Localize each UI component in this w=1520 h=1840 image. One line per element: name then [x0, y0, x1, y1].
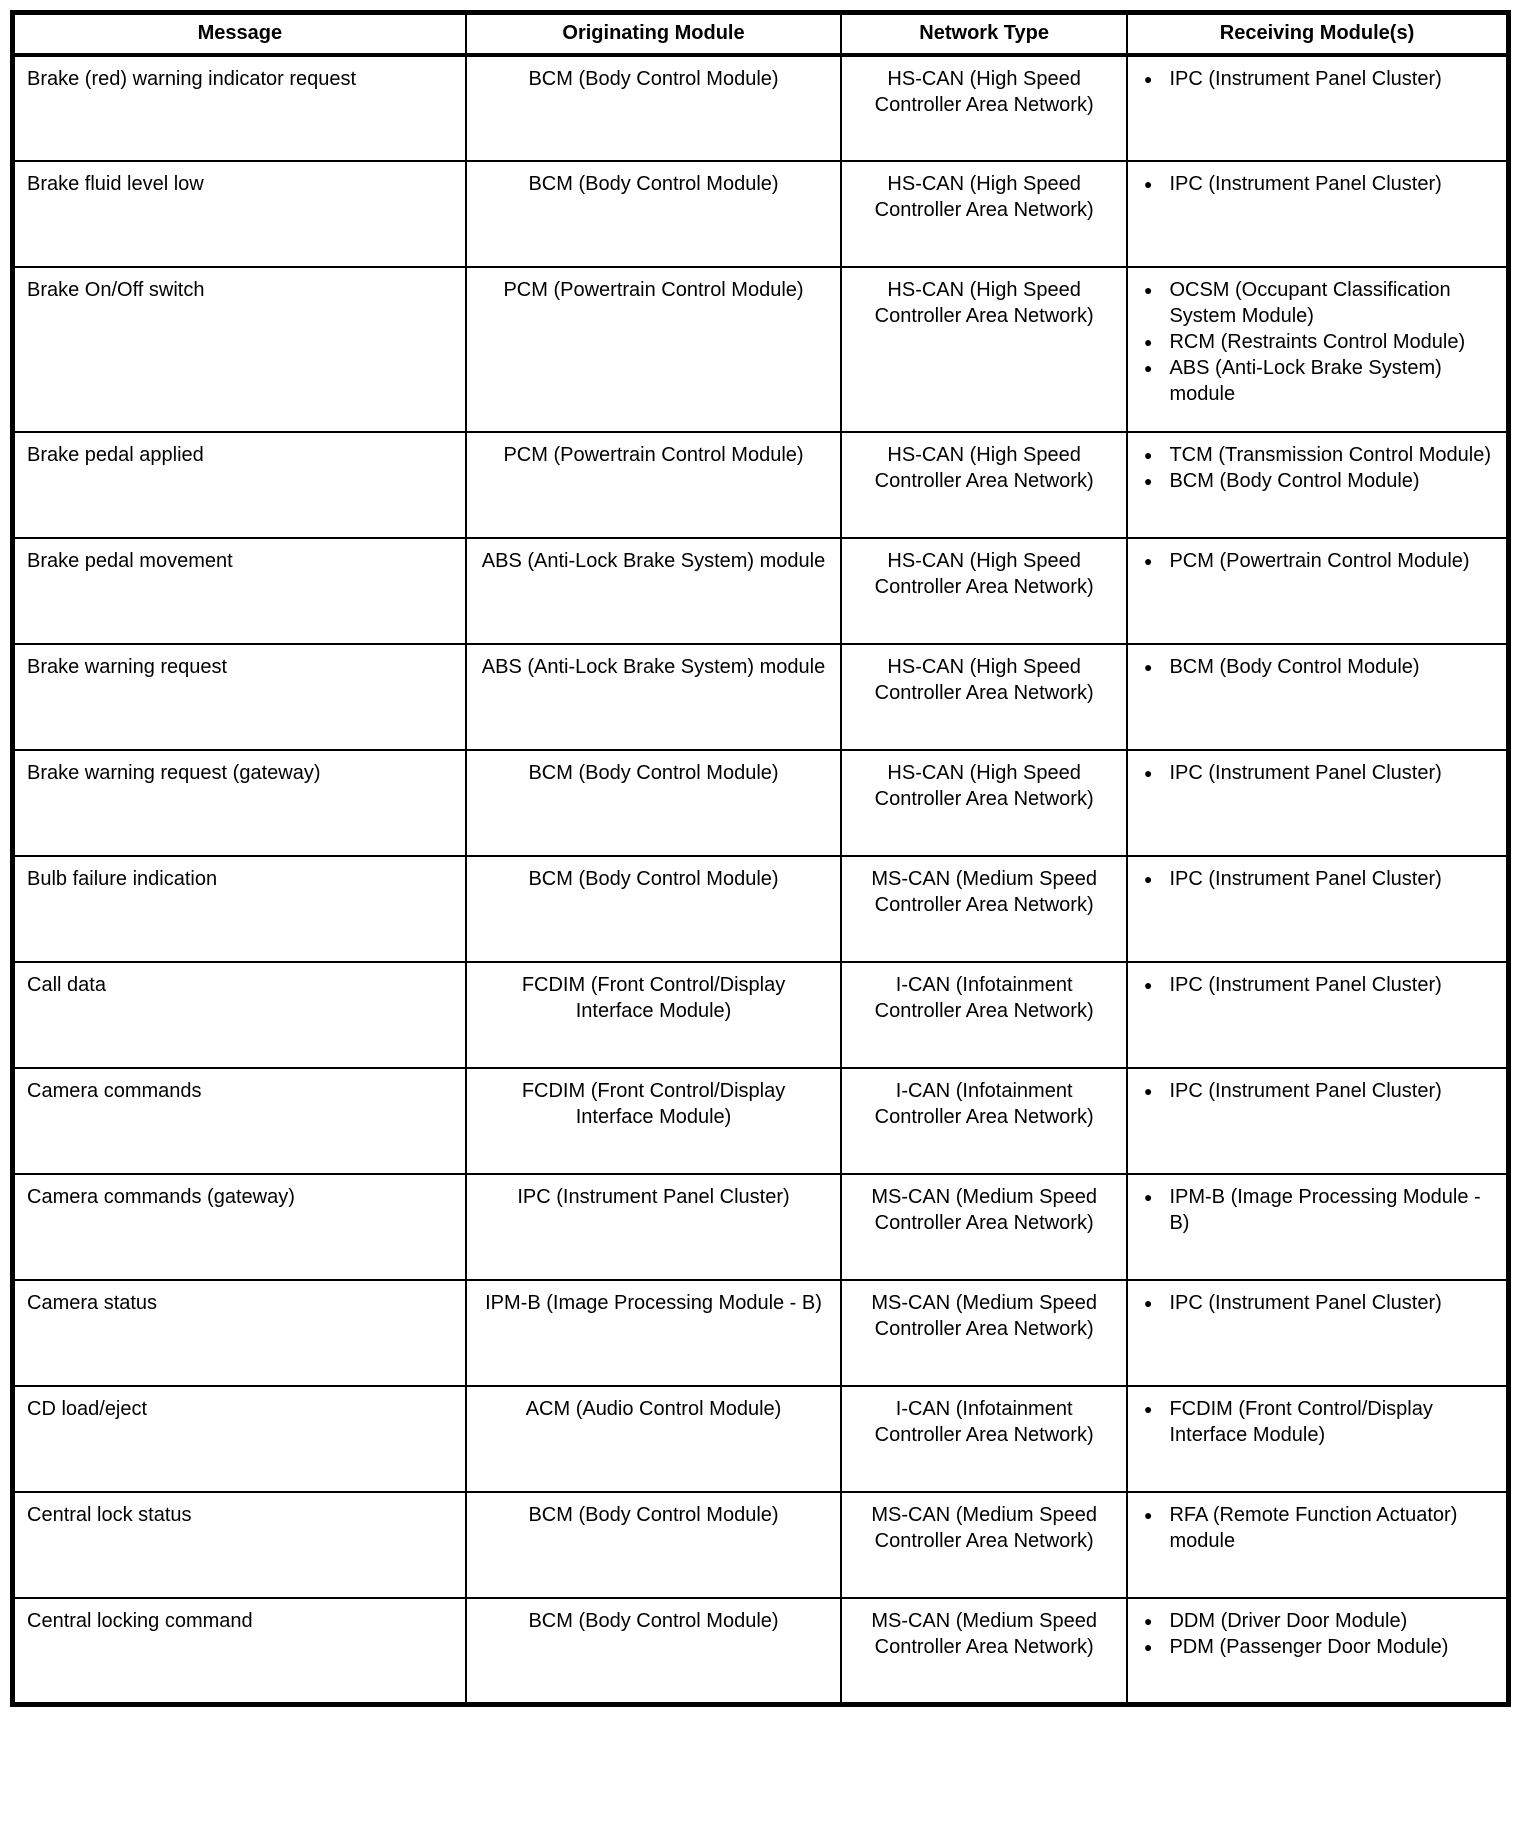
network-type-cell: HS-CAN (High Speed Controller Area Network) [841, 55, 1127, 161]
receiving-modules-cell [1127, 1492, 1509, 1598]
receiving-module-item [1128, 442, 1500, 468]
originating-module-cell: BCM (Body Control Module) [466, 856, 841, 962]
receiving-modules-list [1128, 760, 1500, 786]
receiving-modules-cell [1127, 962, 1509, 1068]
originating-module-cell: FCDIM (Front Control/Display Interface Module) [466, 962, 841, 1068]
receiving-module-label: DDM (Driver Door Module) [1169, 1610, 1408, 1632]
receiving-module-label: IPC (Instrument Panel Cluster) [1169, 173, 1442, 195]
network-type-cell: MS-CAN (Medium Speed Controller Area Network) [841, 1598, 1127, 1704]
bullet-icon: ● [1144, 1639, 1153, 1655]
message-cell: Brake pedal movement [13, 538, 466, 644]
network-type-cell: MS-CAN (Medium Speed Controller Area Network) [841, 1280, 1127, 1386]
message-cell: Bulb failure indication [13, 856, 466, 962]
receiving-module-label: IPM-B (Image Processing Module - B) [1169, 1186, 1481, 1234]
receiving-module-item [1128, 171, 1500, 197]
bullet-icon: ● [1144, 1507, 1153, 1523]
network-type-cell: HS-CAN (High Speed Controller Area Network) [841, 267, 1127, 432]
originating-module-cell: IPC (Instrument Panel Cluster) [466, 1174, 841, 1280]
table-row [13, 750, 1509, 856]
bullet-icon: ● [1144, 282, 1153, 298]
receiving-modules-list [1128, 1290, 1500, 1316]
header-row [13, 13, 1509, 56]
receiving-module-item [1128, 1290, 1500, 1316]
network-type-cell: HS-CAN (High Speed Controller Area Network) [841, 538, 1127, 644]
table-header [13, 13, 1509, 56]
receiving-module-item [1128, 355, 1500, 407]
table-row [13, 161, 1509, 267]
receiving-modules-cell [1127, 750, 1509, 856]
receiving-modules-cell [1127, 1280, 1509, 1386]
receiving-modules-cell [1127, 1174, 1509, 1280]
receiving-modules-list [1128, 171, 1500, 197]
originating-module-cell: IPM-B (Image Processing Module - B) [466, 1280, 841, 1386]
network-type-cell: MS-CAN (Medium Speed Controller Area Network) [841, 1174, 1127, 1280]
receiving-module-label: BCM (Body Control Module) [1169, 470, 1420, 492]
bullet-icon: ● [1144, 1613, 1153, 1629]
message-cell: Call data [13, 962, 466, 1068]
bullet-icon: ● [1144, 553, 1153, 569]
network-type-cell: I-CAN (Infotainment Controller Area Network) [841, 1386, 1127, 1492]
table-row [13, 856, 1509, 962]
receiving-module-label: RFA (Remote Function Actuator) module [1169, 1504, 1458, 1552]
originating-module-cell: ABS (Anti-Lock Brake System) module [466, 644, 841, 750]
originating-module-cell: BCM (Body Control Module) [466, 1492, 841, 1598]
receiving-modules-cell [1127, 856, 1509, 962]
bullet-icon: ● [1144, 765, 1153, 781]
header-network-type: Network Type [841, 13, 1127, 56]
table-row [13, 267, 1509, 432]
network-type-cell: MS-CAN (Medium Speed Controller Area Network) [841, 1492, 1127, 1598]
receiving-modules-list [1128, 442, 1500, 494]
originating-module-cell: BCM (Body Control Module) [466, 55, 841, 161]
table-row [13, 1492, 1509, 1598]
receiving-modules-cell [1127, 267, 1509, 432]
bullet-icon: ● [1144, 871, 1153, 887]
receiving-modules-list [1128, 1608, 1500, 1660]
network-type-cell: I-CAN (Infotainment Controller Area Network) [841, 1068, 1127, 1174]
header-receiving-modules: Receiving Module(s) [1127, 13, 1509, 56]
receiving-modules-cell [1127, 1068, 1509, 1174]
receiving-modules-list [1128, 1184, 1500, 1236]
originating-module-cell: BCM (Body Control Module) [466, 1598, 841, 1704]
bullet-icon: ● [1144, 71, 1153, 87]
receiving-module-item [1128, 468, 1500, 494]
receiving-module-label: IPC (Instrument Panel Cluster) [1169, 868, 1442, 890]
bullet-icon: ● [1144, 447, 1153, 463]
receiving-module-label: ABS (Anti-Lock Brake System) module [1169, 357, 1442, 405]
table-row [13, 962, 1509, 1068]
table-row [13, 1174, 1509, 1280]
bullet-icon: ● [1144, 473, 1153, 489]
table-row [13, 538, 1509, 644]
message-cell: Brake warning request (gateway) [13, 750, 466, 856]
receiving-module-label: FCDIM (Front Control/Display Interface Module) [1169, 1398, 1433, 1446]
message-cell: CD load/eject [13, 1386, 466, 1492]
receiving-module-item [1128, 972, 1500, 998]
message-cell: Camera status [13, 1280, 466, 1386]
receiving-modules-list [1128, 1396, 1500, 1448]
network-type-cell: HS-CAN (High Speed Controller Area Network) [841, 432, 1127, 538]
receiving-module-item [1128, 1634, 1500, 1660]
bullet-icon: ● [1144, 977, 1153, 993]
receiving-module-label: RCM (Restraints Control Module) [1169, 331, 1466, 353]
header-message: Message [13, 13, 466, 56]
originating-module-cell: PCM (Powertrain Control Module) [466, 432, 841, 538]
receiving-module-item [1128, 1184, 1500, 1236]
bullet-icon: ● [1144, 1189, 1153, 1205]
table-row [13, 55, 1509, 161]
network-type-cell: HS-CAN (High Speed Controller Area Network) [841, 161, 1127, 267]
receiving-modules-cell [1127, 432, 1509, 538]
message-cell: Central lock status [13, 1492, 466, 1598]
message-cell: Camera commands (gateway) [13, 1174, 466, 1280]
table-body [13, 55, 1509, 1704]
bullet-icon: ● [1144, 659, 1153, 675]
message-cell: Central locking command [13, 1598, 466, 1704]
table-row [13, 1068, 1509, 1174]
receiving-module-item [1128, 66, 1500, 92]
network-type-cell: MS-CAN (Medium Speed Controller Area Network) [841, 856, 1127, 962]
message-cell: Camera commands [13, 1068, 466, 1174]
receiving-module-item [1128, 1078, 1500, 1104]
network-message-table [10, 10, 1511, 1707]
originating-module-cell: ACM (Audio Control Module) [466, 1386, 841, 1492]
receiving-module-item [1128, 866, 1500, 892]
message-cell: Brake (red) warning indicator request [13, 55, 466, 161]
originating-module-cell: PCM (Powertrain Control Module) [466, 267, 841, 432]
bullet-icon: ● [1144, 1295, 1153, 1311]
receiving-modules-cell [1127, 55, 1509, 161]
network-type-cell: HS-CAN (High Speed Controller Area Network) [841, 644, 1127, 750]
originating-module-cell: ABS (Anti-Lock Brake System) module [466, 538, 841, 644]
network-type-cell: I-CAN (Infotainment Controller Area Network) [841, 962, 1127, 1068]
table-row [13, 1598, 1509, 1704]
receiving-modules-list [1128, 277, 1500, 407]
receiving-modules-cell [1127, 1598, 1509, 1704]
table-row [13, 1280, 1509, 1386]
receiving-module-label: OCSM (Occupant Classification System Module) [1169, 279, 1451, 327]
receiving-module-item [1128, 277, 1500, 329]
receiving-modules-list [1128, 866, 1500, 892]
message-cell: Brake fluid level low [13, 161, 466, 267]
receiving-module-item [1128, 654, 1500, 680]
receiving-module-item [1128, 1396, 1500, 1448]
receiving-module-label: IPC (Instrument Panel Cluster) [1169, 68, 1442, 90]
receiving-modules-cell [1127, 161, 1509, 267]
receiving-modules-cell [1127, 538, 1509, 644]
table-row [13, 432, 1509, 538]
message-cell: Brake On/Off switch [13, 267, 466, 432]
receiving-module-item [1128, 760, 1500, 786]
receiving-module-label: IPC (Instrument Panel Cluster) [1169, 1080, 1442, 1102]
receiving-module-label: BCM (Body Control Module) [1169, 656, 1420, 678]
receiving-module-label: TCM (Transmission Control Module) [1169, 444, 1492, 466]
message-cell: Brake warning request [13, 644, 466, 750]
table-row [13, 1386, 1509, 1492]
bullet-icon: ● [1144, 334, 1153, 350]
message-cell: Brake pedal applied [13, 432, 466, 538]
receiving-module-item [1128, 1502, 1500, 1554]
originating-module-cell: BCM (Body Control Module) [466, 750, 841, 856]
receiving-module-label: IPC (Instrument Panel Cluster) [1169, 1292, 1442, 1314]
receiving-modules-list [1128, 654, 1500, 680]
receiving-modules-list [1128, 1502, 1500, 1554]
receiving-modules-cell [1127, 1386, 1509, 1492]
bullet-icon: ● [1144, 360, 1153, 376]
receiving-module-item [1128, 329, 1500, 355]
network-type-cell: HS-CAN (High Speed Controller Area Network) [841, 750, 1127, 856]
bullet-icon: ● [1144, 176, 1153, 192]
table-row [13, 644, 1509, 750]
receiving-modules-list [1128, 1078, 1500, 1104]
receiving-modules-list [1128, 548, 1500, 574]
bullet-icon: ● [1144, 1083, 1153, 1099]
receiving-module-label: PDM (Passenger Door Module) [1169, 1636, 1449, 1658]
originating-module-cell: BCM (Body Control Module) [466, 161, 841, 267]
receiving-module-label: IPC (Instrument Panel Cluster) [1169, 762, 1442, 784]
bullet-icon: ● [1144, 1401, 1153, 1417]
receiving-module-label: IPC (Instrument Panel Cluster) [1169, 974, 1442, 996]
receiving-modules-list [1128, 972, 1500, 998]
receiving-module-item [1128, 548, 1500, 574]
originating-module-cell: FCDIM (Front Control/Display Interface Module) [466, 1068, 841, 1174]
receiving-module-item [1128, 1608, 1500, 1634]
header-originating-module: Originating Module [466, 13, 841, 56]
receiving-module-label: PCM (Powertrain Control Module) [1169, 550, 1470, 572]
receiving-modules-list [1128, 66, 1500, 92]
receiving-modules-cell [1127, 644, 1509, 750]
